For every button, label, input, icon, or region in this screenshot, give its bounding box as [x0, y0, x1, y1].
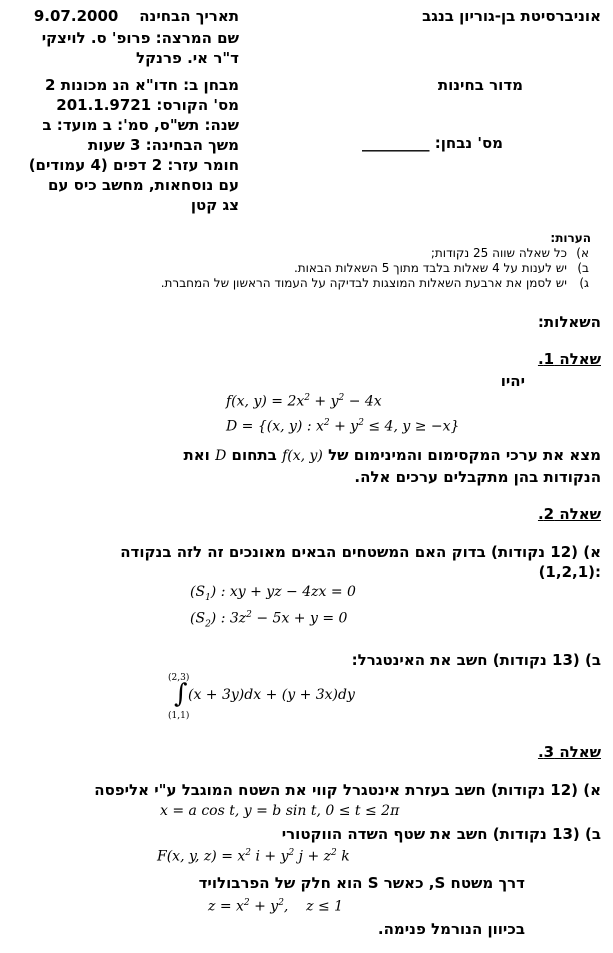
- note-item: [9, 276, 589, 291]
- exam-date-label: תאריך הבחינה: [139, 7, 239, 25]
- examinee-number-label: מס' נבחן: _________: [362, 134, 503, 152]
- question-3-paraboloid: $z = x^2 + y^2$, z ≤ 1: [208, 898, 344, 915]
- note-item: [9, 261, 589, 276]
- university-name: אוניברסיטת בן-גוריון בנגב: [422, 7, 601, 25]
- note-marker: ב): [577, 261, 589, 275]
- question-3a-line: א) (12 נקודות) חשב בעזרת אינטגרל קווי את השטח המוגבל ע"י אליפסה: [94, 781, 601, 799]
- question-3b-line: ב) (13 נקודות) חשב את שטף השדה הווקטורי: [281, 825, 601, 843]
- exam-date-line: [14, 6, 239, 26]
- exam-date-value: 9.07.2000: [33, 7, 119, 25]
- question-3-ellipse: x = a cos t, y = b sin t, 0 ≤ t ≤ 2π: [160, 803, 400, 819]
- q1-text-func: f(x, y): [282, 448, 323, 464]
- question-1-domain: D = {(x, y) : $x^2 + y^2 \le 4$, y ≥ −x}: [226, 418, 460, 435]
- notes-title: הערות:: [550, 231, 591, 245]
- department-name: מדור בחינות: [437, 76, 523, 94]
- question-1-title: שאלה 1.: [537, 350, 601, 368]
- question-2-surface-1: $(S_1)$ : xy + yz − 4zx = 0: [190, 584, 356, 603]
- question-1-function: f(x, $y) = 2x^2 + y^2 - 4x$: [226, 393, 382, 410]
- aid-material-line-3: צג קטן: [190, 196, 239, 214]
- note-marker: ג): [579, 276, 589, 290]
- integral-integrand: (x + 3y)dx + (y + 3x)dy: [188, 687, 355, 703]
- note-text: כל שאלה שווה 25 נקודות;: [430, 246, 567, 260]
- questions-title: השאלות:: [537, 313, 601, 331]
- question-2-surface-2: $(S_2)$ : $3z^2 - 5x + y = 0$: [190, 610, 348, 630]
- q1-text-c: ואת: [183, 446, 210, 464]
- course-number-value: 201.1.9721: [56, 96, 152, 114]
- exam-duration-line: משך הבחינה: 3 שעות: [87, 136, 239, 154]
- note-marker: א): [576, 246, 589, 260]
- note-text: יש לסמן את ארבעת השאלות המוצגות לבדיקה על העמוד הראשון של המחברת.: [160, 276, 567, 290]
- aid-material-line-1: חומר עזר: 2 דפים (4 עמודים): [28, 156, 239, 174]
- question-2a-line-2: (1,2,1):: [538, 563, 601, 581]
- question-2a-line-1: א) (12 נקודות) בדוק האם המשטחים הבאים מאונכים זה לזה בנקודה: [120, 543, 601, 561]
- question-2b-line: ב) (13 נקודות) חשב את האינטגרל:: [351, 651, 601, 669]
- question-1-text-line-2: הנקודות בהן מתקבלים ערכים אלה.: [354, 468, 601, 486]
- lecturer-line-2: ד"ר אי. פרנקל: [136, 49, 239, 67]
- notes-list: [9, 246, 589, 291]
- exam-title: מבחן ב: חדו"א הנ מכונות 2: [45, 76, 239, 94]
- integral-upper-limit: (2,3): [168, 673, 190, 683]
- integral-lower-limit: (1,1): [168, 711, 190, 721]
- lecturer-line-1: שם המרצה: פרופ' ס. לויצקי: [41, 29, 239, 47]
- note-item: [9, 246, 589, 261]
- course-number-label: מס' הקורס:: [156, 96, 239, 114]
- integral-sign-icon: ∫: [174, 679, 188, 709]
- q1-text-a: מצא את ערכי המקסימום והמינימום של: [328, 446, 601, 464]
- q1-text-b: בתחום: [231, 446, 277, 464]
- question-1-let: יהיו: [500, 372, 525, 390]
- question-3-vector-field: F(x, y, $z) = x^2$ $i + y^2$ $j + z^2$ k: [157, 848, 350, 865]
- note-text: יש לענות על 4 שאלות בלבד מתוך 5 השאלות הבאות.: [293, 261, 567, 275]
- question-2-title: שאלה 2.: [537, 505, 601, 523]
- aid-material-line-2: עם נוסחאות, מחשב כיס עם: [47, 176, 239, 194]
- question-3-surface-line: דרך משטח S, כאשר S הוא חלק של הפרבולויד: [198, 874, 525, 892]
- question-1-text-line-1: [184, 445, 602, 466]
- question-3-direction-line: בכיוון הנורמל פנימה.: [377, 920, 525, 938]
- year-semester-line: שנה: תש"ס, סמ': ב מועד: ב: [42, 116, 239, 134]
- q1-text-domain: D: [215, 448, 227, 464]
- question-3-title: שאלה 3.: [537, 743, 601, 761]
- course-number-line: [56, 95, 239, 115]
